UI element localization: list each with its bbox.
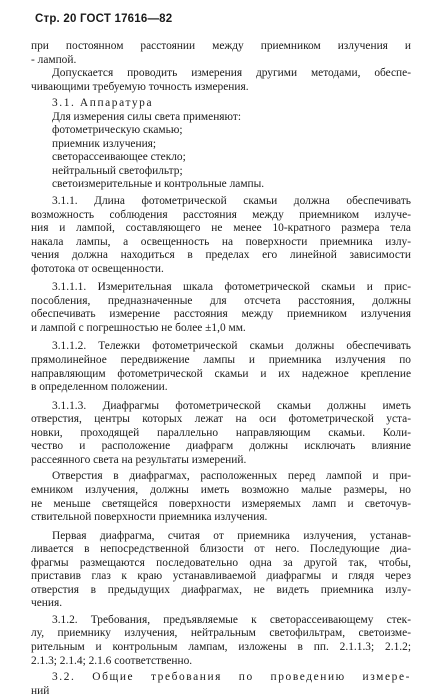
text-line: 3.1.1.1. Измерительная шкала фотометрической скамьи и прис- <box>52 281 411 294</box>
text-line: направляющим фотометрической скамьи и их надежное крепление <box>31 367 411 380</box>
text-line: 2.1.3; 2.1.4; 2.1.6 соответственно. <box>31 654 193 667</box>
text-line: приставив глаз к краю устанавливаемой диафрагмы и глядя через <box>31 570 411 583</box>
text-line: возможность соблюдения расстояния между приемником излуче- <box>31 208 411 221</box>
text-line: отверстия, центры которых лежат на оси фотометрической уста- <box>31 413 411 426</box>
text-line: Для измерения силы света применяют: <box>52 110 242 123</box>
text-line: чения должна находиться в пределах его линейной зависимости <box>31 249 411 262</box>
page-header: Стр. 20 ГОСТ 17616—82 <box>35 13 173 25</box>
text-line: рительным и контрольным лампам, изложены в пп. 2.1.1.3; 2.1.2; <box>31 640 411 653</box>
text-line: емником излучения, должны иметь возможно малые размеры, но <box>31 483 411 496</box>
text-line: в определенном положении. <box>31 381 168 394</box>
text-line: ствительной поверхности приемника излучения. <box>31 511 268 524</box>
text-line: 3.1.1. Длина фотометрической скамьи должна обеспечивать <box>52 195 411 208</box>
text-line: ния и лампой, составляющего не менее 10-кратного размера тела <box>31 222 411 235</box>
text-line: и лампой с погрешностью не более ±1,0 мм. <box>31 321 246 334</box>
text-line: Отверстия в диафрагмах, расположенных перед лампой и при- <box>52 470 411 483</box>
text-line: светорассеивающее стекло; <box>52 151 186 164</box>
text-line: ливается в непосредственной близости от него. Последующие диа- <box>31 543 411 556</box>
text-line: ний <box>31 684 50 697</box>
text-line: пособления, предназначенные для отсчета расстояния, должны <box>31 294 411 307</box>
text-line: фотометрическую скамью; <box>52 124 183 137</box>
text-line: обеспечивать измерение расстояния между приемником излучения <box>31 308 411 321</box>
text-line: Допускается проводить измерения другими методами, обеспе- <box>52 67 411 80</box>
text-line: отверстия в предыдущих диафрагмах, не видеть приемника излу- <box>31 583 411 596</box>
text-line: 3.1.2. Требования, предъявляемые к светорассеивающему стек- <box>52 613 411 626</box>
text-line: прямолинейное передвижение лампы и приемника излучения по <box>31 354 411 367</box>
text-line: 3.1.1.3. Диафрагмы фотометрической скамьи должны иметь <box>52 399 411 412</box>
text-line: рассеянного света на результаты измерений. <box>31 453 247 466</box>
text-line: Первая диафрагма, считая от приемника излучения, устанав- <box>52 529 411 542</box>
text-line: новки, проходящей параллельно направляющим скамьи. Коли- <box>31 426 411 439</box>
text-line: при постоянном расстоянии между приемником излучения и <box>31 40 411 52</box>
text-line: фрагмы размещаются последовательно одна за другой так, чтобы, <box>31 556 411 569</box>
text-line: чество и расположение диафрагм должны исключать влияние <box>31 440 411 453</box>
text-line: не меньше светящейся поверхности измеряемых ламп и светочув- <box>31 497 411 510</box>
text-line: нейтральный светофильтр; <box>52 164 183 177</box>
body-text <box>31 40 411 698</box>
text-line: светоизмерительные и контрольные лампы. <box>52 178 265 191</box>
text-line: 3.1.1.2. Тележки фотометрической скамьи должны обеспечивать <box>52 340 411 353</box>
text-line: - лампой. <box>31 53 77 66</box>
text-line: чивающими требуемую точность измерения. <box>31 80 249 93</box>
text-line: 3.1. Аппаратура <box>52 97 154 110</box>
text-line: чения. <box>31 597 63 610</box>
text-line: приемник излучения; <box>52 137 157 150</box>
text-line: фототока от освещенности. <box>31 262 164 275</box>
text-line: 3.2. Общие требования по проведению измере- <box>52 671 411 684</box>
text-line: накала лампы, а освещенность на поверхности приемника излу- <box>31 235 411 248</box>
text-line: лу, приемнику излучения, нейтральным светофильтрам, светоизме- <box>31 627 411 640</box>
